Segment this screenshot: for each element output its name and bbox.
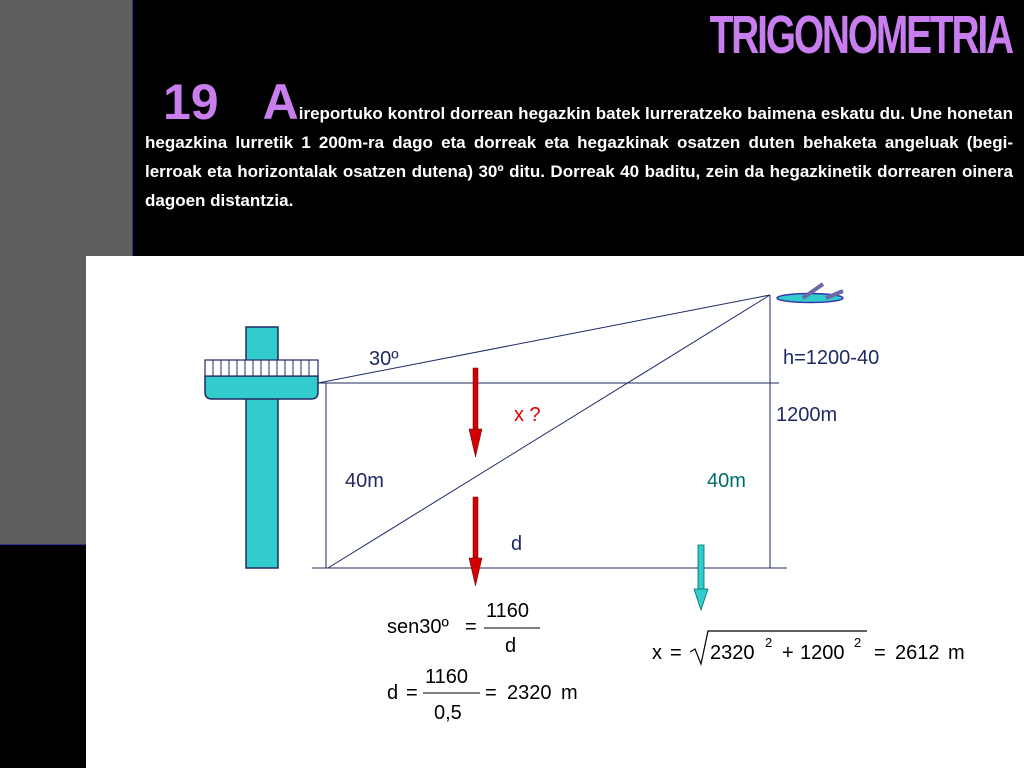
formula3-plus: + (782, 642, 794, 664)
altitude-label: 1200m (776, 404, 838, 426)
formula3-lhs: x (652, 642, 662, 664)
tower-height-label-right: 40m (707, 470, 746, 492)
formula3-term-a: 2320 (710, 642, 755, 664)
angle-label: 30º (369, 348, 399, 370)
red-arrow-lower (469, 497, 482, 586)
airplane-icon (777, 284, 843, 303)
formula2-equals: = (406, 682, 418, 704)
height-label: h=1200-40 (783, 347, 880, 369)
formula-pythagoras (652, 631, 965, 664)
formula2-lhs: d (387, 682, 399, 704)
formula3-equals-2: = (874, 642, 886, 664)
tower-height-label-left: 40m (345, 470, 384, 492)
formula2-numerator: 1160 (425, 666, 469, 688)
formula1-equals: = (465, 616, 477, 638)
formula2-result: 2320 (507, 682, 552, 704)
formula3-result: 2612 (895, 642, 940, 664)
unknown-x-label: x ? (514, 404, 541, 426)
formula3-term-b: 1200 (800, 642, 845, 664)
formula3-unit: m (948, 642, 965, 664)
formula2-unit: m (561, 682, 578, 704)
formula-sine (387, 600, 540, 657)
formula1-numerator: 1160 (486, 600, 530, 622)
problem-first-letter: A (262, 74, 299, 130)
slide-title: TRIGONOMETRIA (709, 5, 1012, 65)
formula2-denominator: 0,5 (434, 702, 462, 724)
teal-arrow (694, 545, 708, 610)
problem-text: ireportuko kontrol dorrean hegazkin batek lurreratzeko baimena eskatu du. Une honetan hegazkina lurretik 1 200m-ra dago eta dorreak eta hegazkinak osatzen duten behaketa angeluak (begi-lerroak eta horizontalak osatzen dutena) 30º ditu. Dorreak 40 baditu, zein da hegazkinetik dorrearen oinera dagoen distantzia. (145, 104, 1013, 210)
red-arrow-upper (469, 368, 482, 457)
formula3-exp-b: 2 (854, 635, 862, 650)
problem-number: 19 (163, 74, 219, 130)
formula1-denominator: d (505, 635, 517, 657)
formula3-equals: = (670, 642, 682, 664)
formula1-lhs: sen30º (387, 616, 449, 638)
formula3-exp-a: 2 (765, 635, 773, 650)
construction-lines (312, 295, 787, 568)
formula2-equals-2: = (485, 682, 497, 704)
formula-distance (387, 666, 578, 724)
control-tower (205, 327, 318, 568)
distance-d-label: d (511, 533, 523, 555)
